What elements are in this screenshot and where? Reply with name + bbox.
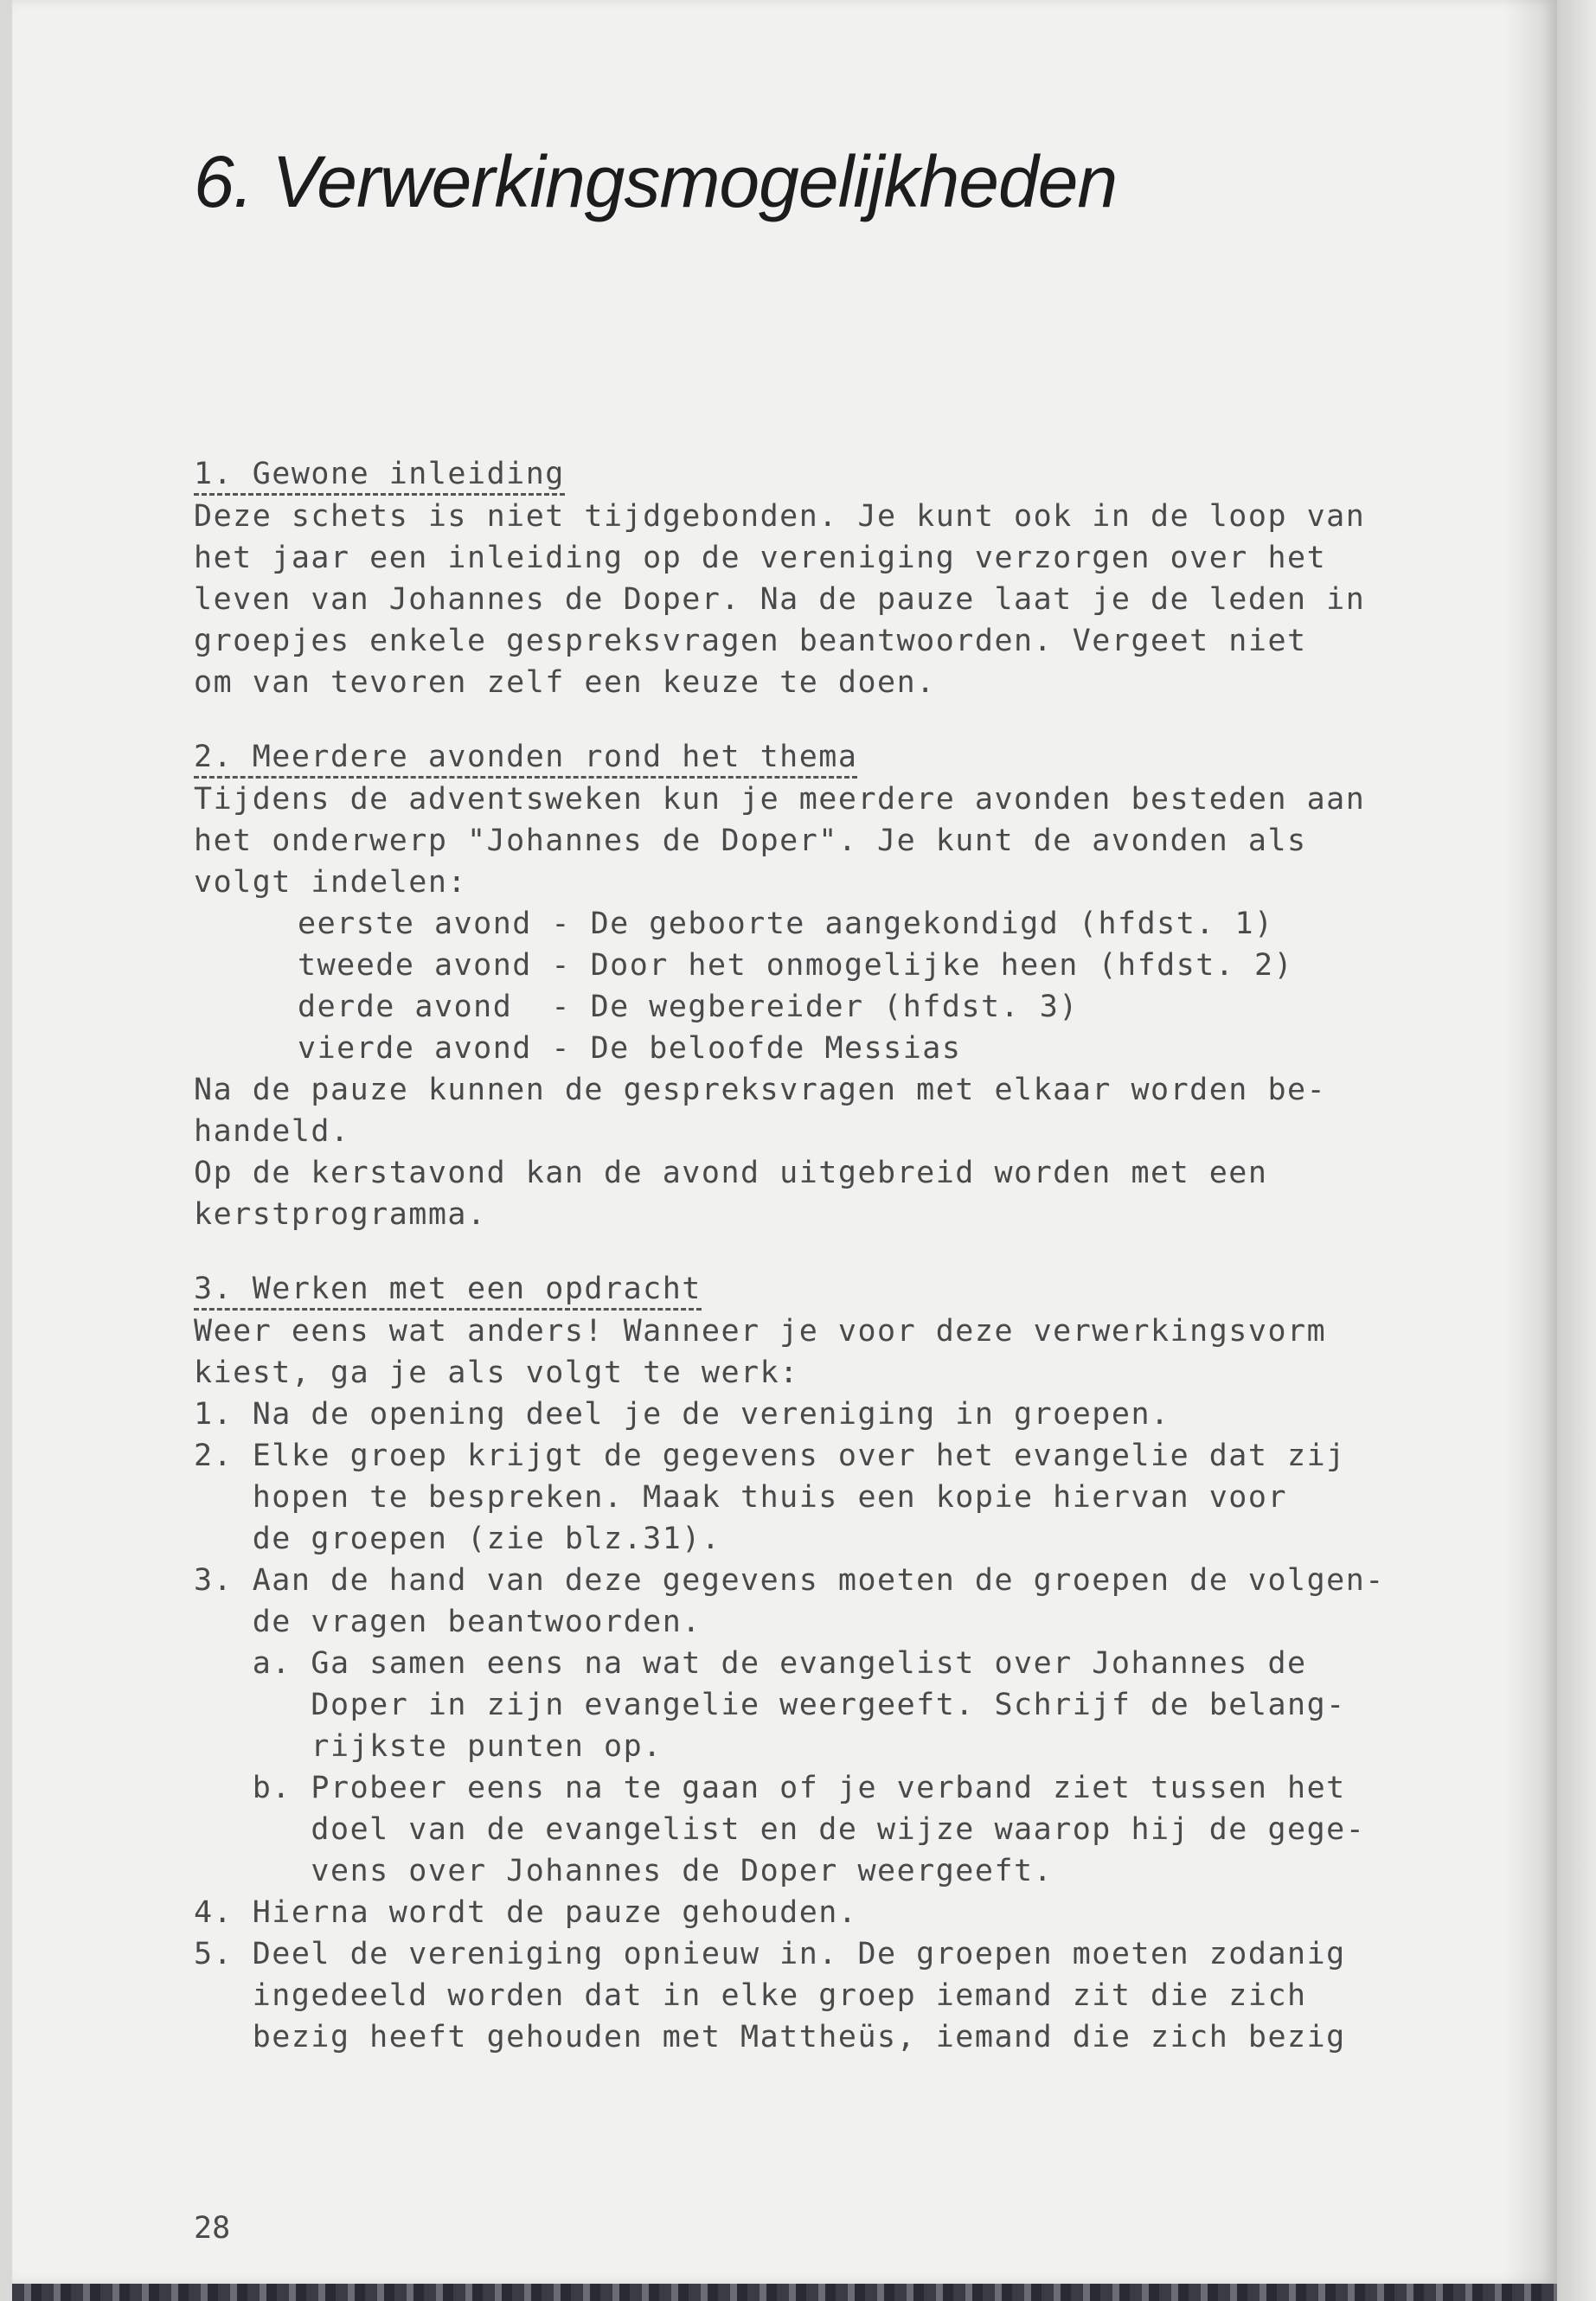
list-item: 2. Elke groep krijgt de gegevens over het evangelie dat zij	[194, 1439, 1346, 1473]
text-line: Op de kerstavond kan de avond uitgebreid worden met een	[194, 1156, 1268, 1190]
list-item: bezig heeft gehouden met Mattheüs, iemand die zich bezig	[194, 2020, 1346, 2054]
list-item: rijkste punten op.	[194, 1729, 663, 1764]
schedule-item: tweede avond - Door het onmogelijke heen (hfdst. 2)	[298, 948, 1294, 983]
text-line: Na de pauze kunnen de gespreksvragen met elkaar worden be-	[194, 1073, 1327, 1107]
schedule-item: eerste avond - De geboorte aangekondigd (hfdst. 1)	[298, 907, 1274, 941]
section-heading-3: 3. Werken met een opdracht	[194, 1270, 702, 1311]
list-item: 1. Na de opening deel je de vereniging in groepen.	[194, 1397, 1170, 1432]
section-heading-2: 2. Meerdere avonden rond het thema	[194, 738, 857, 779]
text-line: om van tevoren zelf een keuze te doen.	[194, 665, 936, 700]
text-line: het onderwerp "Johannes de Doper". Je kunt de avonden als	[194, 824, 1307, 858]
list-item: hopen te bespreken. Maak thuis een kopie hiervan voor	[194, 1480, 1288, 1515]
page-bottom-edge	[12, 2284, 1557, 2301]
list-item: a. Ga samen eens na wat de evangelist over Johannes de	[194, 1646, 1307, 1681]
text-line: Weer eens wat anders! Wanneer je voor deze verwerkingsvorm	[194, 1314, 1327, 1349]
text-line: volgt indelen:	[194, 865, 468, 900]
list-item: 5. Deel de vereniging opnieuw in. De groepen moeten zodanig	[194, 1937, 1346, 1971]
list-item: b. Probeer eens na te gaan of je verband ziet tussen het	[194, 1771, 1346, 1805]
body-text	[194, 453, 1474, 2058]
list-item: 3. Aan de hand van deze gegevens moeten de groepen de volgen-	[194, 1563, 1385, 1598]
text-line: groepjes enkele gespreksvragen beantwoorden. Vergeet niet	[194, 624, 1307, 658]
schedule-item: vierde avond - De beloofde Messias	[298, 1031, 962, 1066]
list-item: de vragen beantwoorden.	[194, 1605, 702, 1639]
text-line: kerstprogramma.	[194, 1197, 487, 1232]
gutter-shadow	[1505, 0, 1557, 2284]
list-item: de groepen (zie blz.31).	[194, 1522, 721, 1556]
text-line: leven van Johannes de Doper. Na de pauze laat je de leden in	[194, 582, 1366, 617]
list-item: ingedeeld worden dat in elke groep iemand zit die zich	[194, 1978, 1307, 2013]
text-line: het jaar een inleiding op de vereniging verzorgen over het	[194, 541, 1327, 575]
book-edge	[1557, 0, 1596, 2301]
text-line: Tijdens de adventsweken kun je meerdere avonden besteden aan	[194, 782, 1366, 817]
page-number: 28	[194, 2211, 231, 2246]
text-line: handeld.	[194, 1114, 350, 1149]
list-item: Doper in zijn evangelie weergeeft. Schrijf de belang-	[194, 1688, 1346, 1722]
list-item: doel van de evangelist en de wijze waarop hij de gege-	[194, 1812, 1366, 1847]
list-item: 4. Hierna wordt de pauze gehouden.	[194, 1895, 858, 1930]
text-line: kiest, ga je als volgt te werk:	[194, 1356, 799, 1390]
section-heading-1: 1. Gewone inleiding	[194, 455, 565, 496]
text-line: Deze schets is niet tijdgebonden. Je kunt ook in de loop van	[194, 499, 1366, 534]
schedule-item: derde avond - De wegbereider (hfdst. 3)	[298, 990, 1079, 1024]
chapter-title: 6. Verwerkingsmogelijkheden	[194, 141, 1118, 222]
list-item: vens over Johannes de Doper weergeeft.	[194, 1854, 1054, 1888]
